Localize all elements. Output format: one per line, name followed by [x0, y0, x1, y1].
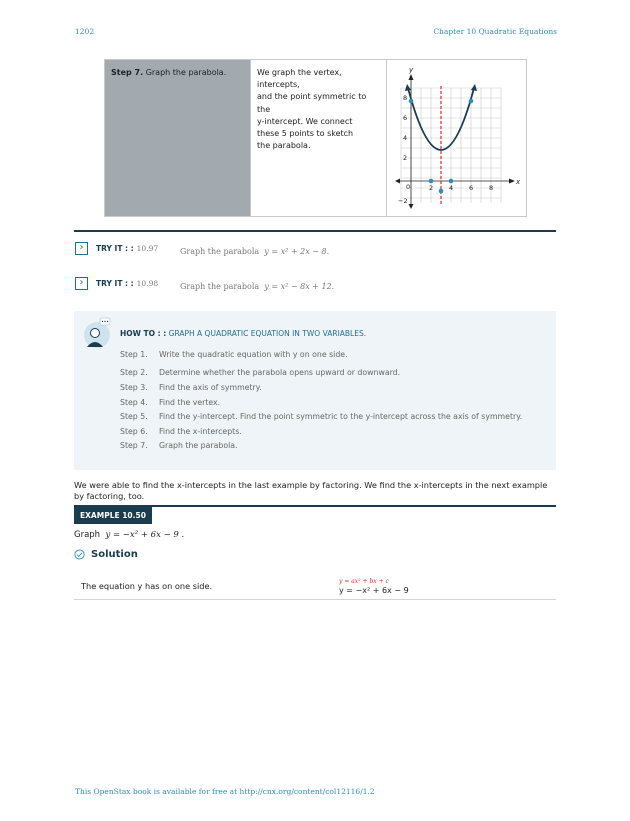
- x-tick-label: 2: [429, 184, 434, 192]
- y-axis-label: y: [409, 66, 414, 74]
- x-tick-label: 8: [489, 184, 494, 192]
- step-text: Find the y-intercept. Find the point symmetric to the y-intercept across the axis of symmetry.: [159, 412, 523, 421]
- chevron-right-icon[interactable]: ›: [75, 242, 88, 255]
- vertex-point: [439, 189, 444, 194]
- step-text: Graph the parabola.: [159, 441, 238, 450]
- step-label-cell: [105, 60, 251, 216]
- step-number: Step 7.: [111, 68, 144, 77]
- x-axis-arrow-icon: [509, 179, 515, 184]
- step-num: Step 2.: [120, 368, 148, 377]
- x-axis-arrow-left-icon: [395, 179, 400, 184]
- try-it-label: TRY IT : :: [96, 278, 134, 288]
- try-it-equation: y = x² − 8x + 12.: [264, 282, 335, 291]
- explanation-line: y-intercept. We connect: [257, 116, 353, 126]
- step-title: Graph the parabola.: [145, 68, 227, 77]
- solution-table: [74, 575, 556, 600]
- y-tick-label: 6: [403, 114, 408, 122]
- y-intercept-point: [409, 99, 414, 104]
- solution-row-text: The equation y has on one side.: [81, 581, 213, 591]
- page-number: 1202: [75, 27, 95, 36]
- solution-heading: [74, 549, 138, 560]
- try-it-row[interactable]: [75, 275, 158, 291]
- step-text: Determine whether the parabola opens upward or downward.: [159, 368, 401, 377]
- how-to-step: [120, 398, 220, 407]
- y-axis-arrow-down-icon: [409, 204, 414, 209]
- step-text: Write the quadratic equation with y on one side.: [159, 350, 348, 359]
- try-it-instruction: Graph the parabola: [180, 247, 260, 256]
- step-text: Find the vertex.: [159, 398, 221, 407]
- chapter-title: Chapter 10 Quadratic Equations: [433, 27, 557, 36]
- step-text: Find the axis of symmetry.: [159, 383, 262, 392]
- x-tick-label: 6: [469, 184, 474, 192]
- explanation-line: We graph the vertex, intercepts,: [257, 68, 342, 90]
- y-tick-label: −2: [398, 197, 408, 205]
- step-num: Step 6.: [120, 427, 148, 436]
- specific-form: y = −x² + 6x − 9: [339, 586, 409, 595]
- step-num: Step 7.: [120, 441, 148, 450]
- x-axis-label: x: [516, 178, 521, 186]
- x-intercept-point: [429, 179, 434, 184]
- x-tick-label: 0: [406, 183, 411, 191]
- step-text: Find the x-intercepts.: [159, 427, 242, 436]
- explanation-line: the parabola.: [257, 141, 311, 151]
- how-to-step: [120, 368, 400, 377]
- general-form: y = ax² + bx + c: [339, 578, 389, 585]
- how-to-person-icon: [82, 317, 112, 351]
- how-to-step: [120, 441, 238, 450]
- curve-arrow-left-icon: [405, 84, 411, 91]
- try-it-text: [180, 247, 329, 256]
- how-to-step: [120, 412, 522, 421]
- symmetric-point: [469, 99, 474, 104]
- try-it-equation: y = x² + 2x − 8.: [264, 247, 330, 256]
- example-prompt: [74, 530, 184, 540]
- how-to-prefix: HOW TO : :: [120, 329, 167, 338]
- try-it-number: 10.97: [136, 243, 159, 253]
- example-prompt-text: Graph: [74, 530, 101, 540]
- x-tick-label: 4: [449, 184, 454, 192]
- try-it-label: TRY IT : :: [96, 243, 134, 253]
- how-to-step: [120, 427, 242, 436]
- try-it-instruction: Graph the parabola: [180, 282, 260, 291]
- page-footer: This OpenStax book is available for free at http://cnx.org/content/col12116/1.2: [75, 787, 375, 796]
- how-to-heading: GRAPH A QUADRATIC EQUATION IN TWO VARIABLES.: [168, 329, 367, 338]
- how-to-title: [120, 329, 366, 338]
- curve-arrow-right-icon: [471, 84, 477, 91]
- chevron-right-icon[interactable]: ›: [75, 277, 88, 290]
- try-it-text: [180, 282, 334, 291]
- y-axis-arrow-icon: [409, 74, 414, 80]
- example-label: EXAMPLE 10.50: [74, 507, 152, 524]
- solution-title: Solution: [91, 549, 138, 560]
- y-tick-label: 8: [403, 94, 408, 102]
- y-tick-label: 4: [403, 134, 408, 142]
- how-to-step: [120, 383, 262, 392]
- explanation-line: these 5 points to sketch: [257, 129, 354, 139]
- how-to-box: [74, 311, 556, 470]
- parabola-graph: [387, 60, 525, 216]
- checkmark-circle-icon: [74, 549, 85, 560]
- how-to-step: [120, 350, 348, 359]
- try-it-number: 10.98: [136, 278, 159, 288]
- x-intercept-point: [449, 179, 454, 184]
- example-equation: y = −x² + 6x − 9 .: [105, 530, 185, 540]
- body-paragraph: We were able to find the x-intercepts in the last example by factoring. We find the x-intercepts in the next example by factoring, too.: [74, 480, 548, 501]
- step-num: Step 1.: [120, 350, 148, 359]
- try-it-row[interactable]: [75, 240, 158, 256]
- y-tick-label: 2: [403, 154, 408, 162]
- step-num: Step 4.: [120, 398, 148, 407]
- section-divider: [74, 230, 556, 232]
- step-num: Step 5.: [120, 412, 148, 421]
- step-table: [104, 59, 527, 217]
- step-num: Step 3.: [120, 383, 148, 392]
- step-explanation-cell: [251, 60, 387, 216]
- graph-cell: [387, 60, 526, 216]
- explanation-line: and the point symmetric to the: [257, 92, 367, 114]
